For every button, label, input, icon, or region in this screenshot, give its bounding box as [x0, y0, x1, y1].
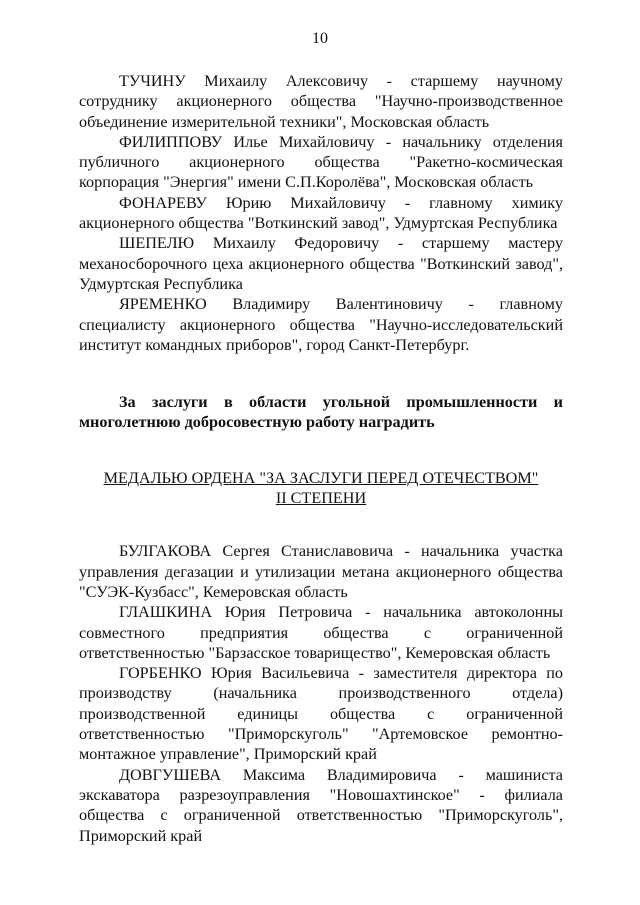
medal-title [79, 468, 563, 509]
page-number: 10 [312, 30, 328, 47]
award-entry: ЯРЕМЕНКО Владимиру Валентиновичу - главному специалисту акционерного общества "Научно-исследовательский институт командных приборов", город Санкт-Петербург. [79, 295, 563, 354]
award-entry: ФИЛИППОВУ Илье Михайловичу - начальнику отделения публичного акционерного общества "Ракетно-космическая корпорация "Энергия" имени С.П.Королёва", Московская область [79, 132, 563, 192]
award-entry: ФОНАРЕВУ Юрию Михайловичу - главному химику акционерного общества "Воткинский завод", Удмуртская Республика [79, 193, 563, 233]
medal-title-line: МЕДАЛЬЮ ОРДЕНА "ЗА ЗАСЛУГИ ПЕРЕД ОТЕЧЕСТВОМ" [103, 468, 539, 487]
award-section-heading: За заслуги в области угольной промышленности и многолетнюю добросовестную работу наградить [79, 393, 563, 432]
document-body [79, 71, 563, 846]
award-entry: ГОРБЕНКО Юрия Васильевича - заместителя директора по производству (начальника производственного отдела) производственной единицы общества с ограниченной ответственностью "Приморскуголь" "Артемовское ремонтно-монтажное управление", Приморский край [79, 664, 563, 764]
award-entry: БУЛГАКОВА Сергея Станиславовича - начальника участка управления дегазации и утилизации метана акционерного общества "СУЭК-Кузбасс", Кемеровская область [79, 542, 563, 601]
medal-title-degree: II СТЕПЕНИ [275, 489, 367, 508]
award-entry: ДОВГУШЕВА Максима Владимировича - машиниста экскаватора разрезоуправления "Новошахтинское" - филиала общества с ограниченной ответственностью "Приморскуголь", Приморский край [79, 765, 563, 845]
award-entry: ШЕПЕЛЮ Михаилу Федоровичу - старшему мастеру механосборочного цеха акционерного общества "Воткинский завод", Удмуртская Республика [79, 234, 563, 293]
award-entry: ТУЧИНУ Михаилу Алексовичу - старшему научному сотруднику акционерного общества "Научно-производственное объединение измерительной техники", Московская область [79, 72, 563, 131]
award-entry: ГЛАШКИНА Юрия Петровича - начальника автоколонны совместного предприятия общества с ограниченной ответственностью "Барзасское товарищество", Кемеровская область [79, 603, 563, 662]
